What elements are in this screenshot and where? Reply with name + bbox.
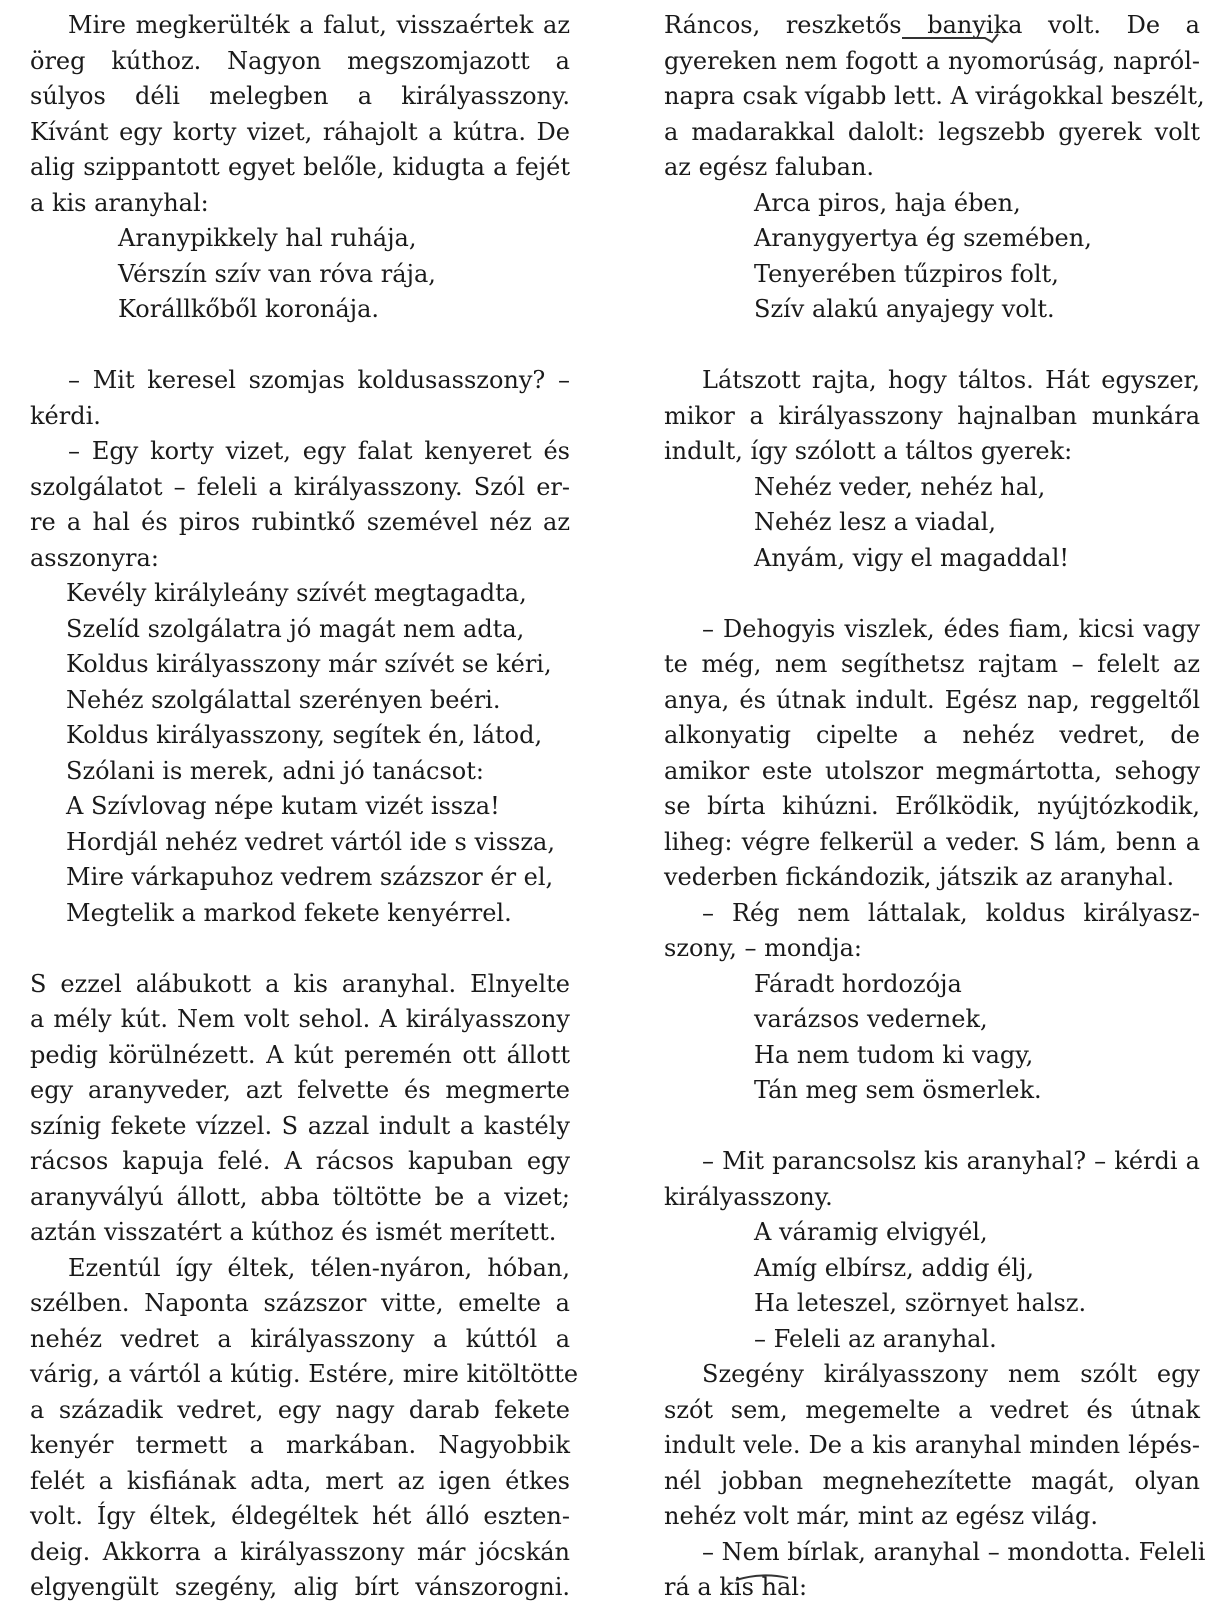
paragraph <box>30 434 570 576</box>
text-line: – Nem bírlak, aranyhal – mondotta. Feleli <box>702 1537 1206 1566</box>
text-line: indult vele. De a kis aranyhal minden lépés- <box>664 1431 1200 1459</box>
text-line: te még, nem segíthetsz rajtam – felelt az <box>664 650 1200 678</box>
verse-line: Nehéz szolgálattal szerényen beéri. <box>66 685 501 714</box>
verse <box>664 186 1200 328</box>
text-line: pedig körülnézett. A kút peremén ott állott <box>30 1040 570 1069</box>
paragraph <box>664 1144 1200 1215</box>
verse-line: A váramig elvigyél, <box>754 1218 988 1246</box>
left-column <box>30 8 579 1606</box>
verse-line: Koldus királyasszony már szívét se kéri, <box>66 650 552 678</box>
verse-line: Tán meg sem ösmerlek. <box>754 1076 1042 1104</box>
text-line: asszonyra: <box>30 543 159 572</box>
text-line: napra csak vígabb lett. A virágokkal beszélt, <box>664 82 1205 110</box>
paragraph <box>664 363 1200 470</box>
verse <box>30 576 570 931</box>
verse-line: Vérszín szív van róva rája, <box>118 259 436 288</box>
verse-line: Anyám, vigy el magaddal! <box>754 543 1070 572</box>
text-line: aranyvályú állott, abba töltötte be a vizet; <box>30 1182 570 1211</box>
verse-line: – Feleli az aranyhal. <box>754 1324 997 1353</box>
text-line: királyasszony. <box>664 1182 833 1211</box>
text-line: várig, a vártól a kútig. Estére, mire kitöltötte <box>30 1360 579 1388</box>
text-line: súlyos déli melegben a királyasszony. <box>30 82 570 110</box>
text-line: öreg kúthoz. Nagyon megszomjazott a <box>30 46 570 75</box>
verse-line: Tenyerében tűzpiros folt, <box>754 259 1059 288</box>
text-line: szót sem, megemelte a vedret és útnak <box>664 1395 1200 1424</box>
verse-line: Arca piros, haja ében, <box>754 188 1021 217</box>
text-line: rá a kis hal: <box>664 1573 808 1601</box>
text-line: vederben fickándozik, játszik az aranyhal. <box>664 863 1175 891</box>
paragraph <box>30 8 570 221</box>
text-line: elgyengült szegény, alig bírt vánszorogni. <box>30 1573 570 1601</box>
text-line: mikor a királyasszony hajnalban munkára <box>664 401 1200 430</box>
paragraph <box>664 1357 1200 1535</box>
text-line: a kis aranyhal: <box>30 188 209 217</box>
verse <box>664 1215 1200 1357</box>
text-line: Kívánt egy korty vizet, ráhajolt a kútra. De <box>30 117 570 146</box>
text-line: amikor este utolszor megmártotta, sehogy <box>664 756 1200 785</box>
text-line: Ezentúl így éltek, télen-nyáron, hóban, <box>68 1253 570 1282</box>
text-line: re a hal és piros rubintkő szemével néz az <box>30 508 570 536</box>
text-line: – Dehogyis viszlek, édes fiam, kicsi vagy <box>702 614 1200 643</box>
paragraph <box>30 363 570 434</box>
verse-line: varázsos vedernek, <box>754 1005 988 1033</box>
text-line: deig. Akkorra a királyasszony már jócskán <box>30 1537 570 1566</box>
verse-line: Ha nem tudom ki vagy, <box>754 1040 1034 1069</box>
verse-line: Aranygyertya ég szemében, <box>754 224 1092 252</box>
text-line: Mire megkerülték a falut, visszaértek az <box>68 11 570 39</box>
paragraph <box>664 1535 1206 1606</box>
text-line: nehéz volt már, mint az egész világ. <box>664 1502 1099 1530</box>
text-line: – Rég nem láttalak, koldus királyasz- <box>702 898 1200 927</box>
text-line: kérdi. <box>30 401 101 430</box>
verse-line: Kevély királyleány szívét megtagadta, <box>66 579 527 607</box>
text-line: nehéz vedret a királyasszony a kúttól a <box>30 1324 570 1353</box>
verse-line: Koldus királyasszony, segítek én, látod, <box>66 721 543 749</box>
text-line: a madarakkal dalolt: legszebb gyerek volt <box>664 117 1200 146</box>
paragraph <box>664 896 1200 967</box>
verse-line: Hordjál nehéz vedret vártól ide s vissza, <box>66 827 555 856</box>
verse-line: Nehéz veder, nehéz hal, <box>754 472 1046 501</box>
verse <box>664 470 1200 577</box>
text-line: liheg: végre felkerül a veder. S lám, benn a <box>664 827 1200 856</box>
text-line: alig szippantott egyet belőle, kidugta a fejét <box>30 153 570 181</box>
text-line: nél jobban megnehezítette magát, olyan <box>664 1466 1200 1495</box>
verse-line: Ha leteszel, szörnyet halsz. <box>754 1289 1087 1317</box>
text-line: – Mit keresel szomjas koldusasszony? – <box>68 366 570 394</box>
text-line: gyereken nem fogott a nyomorúság, napról- <box>664 46 1200 75</box>
text-line: Ráncos, reszketős banyika volt. De a <box>664 11 1200 39</box>
text-line: anya, és útnak indult. Egész nap, reggeltől <box>664 685 1200 714</box>
text-line: színig fekete vízzel. S azzal indult a kastély <box>30 1111 570 1140</box>
paragraph <box>30 967 570 1251</box>
paragraph <box>30 1251 579 1606</box>
text-line: Látszott rajta, hogy táltos. Hát egyszer, <box>702 366 1200 394</box>
text-line: volt. Így éltek, éldegéltek hét álló eszten- <box>30 1502 570 1530</box>
text-line: – Egy korty vizet, egy falat kenyeret és <box>68 437 570 465</box>
verse-line: Fáradt hordozója <box>754 969 962 998</box>
verse-line: Aranypikkely hal ruhája, <box>118 224 417 252</box>
text-line: egy aranyveder, azt felvette és megmerte <box>30 1076 570 1104</box>
verse-line: Szív alakú anyajegy volt. <box>754 295 1055 323</box>
text-line: Szegény királyasszony nem szólt egy <box>702 1360 1200 1388</box>
verse-line: A Szívlovag népe kutam vizét issza! <box>66 792 500 820</box>
verse-line: Amíg elbírsz, addig élj, <box>754 1253 1035 1282</box>
verse-line: Mire várkapuhoz vedrem százszor ér el, <box>66 863 554 891</box>
text-line: indult, így szólott a táltos gyerek: <box>664 437 1073 465</box>
text-line: az egész faluban. <box>664 153 875 181</box>
text-line: szolgálatot – feleli a királyasszony. Szól er- <box>30 472 570 501</box>
text-line: a századik vedret, egy nagy darab fekete <box>30 1395 570 1424</box>
verse-line: Korállkőből koronája. <box>118 295 380 323</box>
pencil-overline-mark <box>734 1572 794 1584</box>
paragraph <box>664 612 1200 896</box>
text-line: aztán visszatért a kúthoz és ismét merített. <box>30 1218 557 1246</box>
text-line: S ezzel alábukott a kis aranyhal. Elnyelte <box>30 969 570 998</box>
text-line: a mély kút. Nem volt sehol. A királyasszony <box>30 1005 570 1033</box>
verse-line: Nehéz lesz a viadal, <box>754 508 997 536</box>
text-line: se bírta kihúzni. Erőlködik, nyújtózkodik, <box>664 792 1200 820</box>
text-line: felét a kisfiának adta, mert az igen étkes <box>30 1466 570 1495</box>
verse <box>664 967 1200 1109</box>
text-line: szony, – mondja: <box>664 934 862 962</box>
text-line: rácsos kapuja felé. A rácsos kapuban egy <box>30 1147 570 1175</box>
text-line: szélben. Naponta százszor vitte, emelte a <box>30 1289 570 1317</box>
text-line: kenyér termett a markában. Nagyobbik <box>30 1431 570 1459</box>
verse <box>30 221 570 328</box>
right-column <box>664 8 1206 1606</box>
verse-line: Szólani is merek, adni jó tanácsot: <box>66 756 484 785</box>
pencil-underline-mark <box>900 32 1040 44</box>
text-line: alkonyatig cipelte a nehéz vedret, de <box>664 721 1200 749</box>
verse-line: Megtelik a markod fekete kenyérrel. <box>66 898 512 927</box>
text-line: – Mit parancsolsz kis aranyhal? – kérdi a <box>702 1147 1200 1175</box>
verse-line: Szelíd szolgálatra jó magát nem adta, <box>66 614 525 643</box>
